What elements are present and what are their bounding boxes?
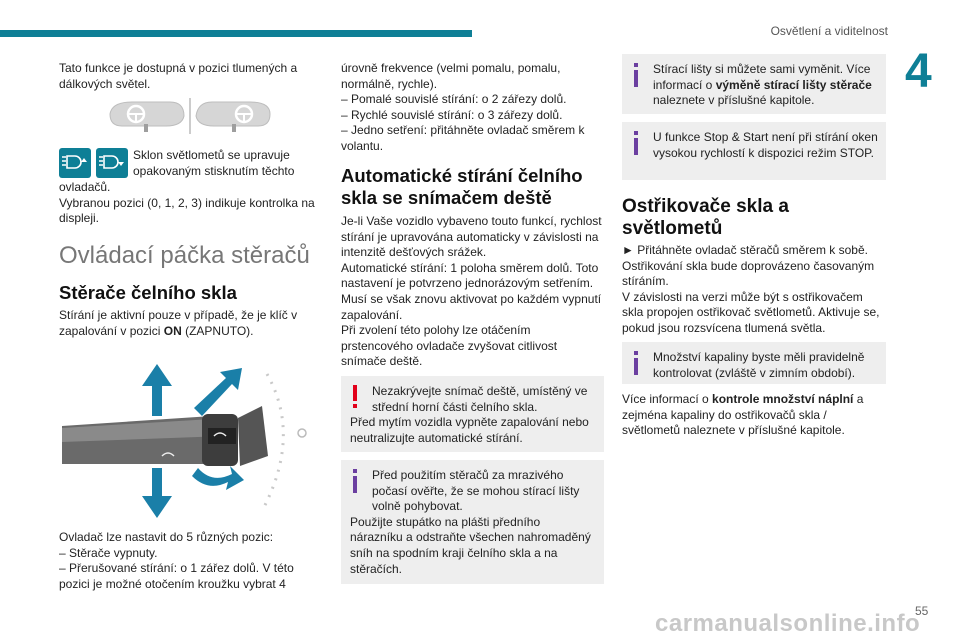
heading-washers: Ostřikovače skla a světlometů — [622, 196, 789, 239]
headlamp-adjust-illustration — [108, 96, 272, 136]
intro-text: Tato funkce je dostupná v pozici tlumených a dálkových světel. — [59, 61, 298, 91]
wiper-stalk-illustration — [62, 356, 312, 518]
more-info-text: Více informací o kontrole množství náplní a zejména kapaliny do ostřikovačů skla / světlometů naleznete v příslušné kapitole. — [622, 392, 864, 438]
header-accent-bar — [0, 30, 472, 37]
warning-note: Nezakrývejte snímač deště, umístěný ve střední horní části čelního skla. Před mytím vozidla vypněte zapalování nebo neutralizujte automatické stírání. — [341, 376, 604, 452]
page-number: 55 — [915, 604, 929, 618]
watermark: carmanualsonline.info — [655, 610, 921, 637]
washers-text: ► Přitáhněte ovladač stěračů směrem k sobě. Ostřikování skla bude doprovázeno časovaným stíráním. V závislosti na verzi může být s ostřikovačem skla propojen ostřikovač světlometů. Aktivuje se, pokud jsou rozsvícena tlumená světla. — [622, 243, 880, 335]
heading-auto-wiping: Automatické stírání čelního skla se snímačem deště — [341, 165, 583, 208]
info-note-blade-replacement: Stírací lišty si můžete sami vyměnit. Více informací o výměně stírací lišty stěrače naleznete v příslušné kapitole. — [622, 54, 886, 114]
headlamp-level-buttons — [59, 148, 129, 178]
section-heading-wiper-stalk: Ovládací páčka stěračů — [59, 242, 310, 269]
wiper-activation-text: Stírání je aktivní pouze v případě, že je klíč v zapalování v pozici ON (ZAPNUTO). — [59, 308, 298, 338]
headlamp-text-2: ovladačů. Vybranou pozici (0, 1, 2, 3) indikuje kontrolka na displeji. — [59, 180, 315, 226]
section-title: Osvětlení a viditelnost — [770, 24, 888, 38]
warning-icon — [350, 385, 360, 409]
info-note-frost: Před použitím stěračů za mrazivého počasí ověřte, že se mohou stírací lišty volně pohybovat. Použijte stupátko na plášti předního nárazníku a odstraňte všechen nahromaděný sníh na spodním kraji čelního skla a na stěračích. — [341, 460, 604, 584]
chapter-number: 4 — [905, 45, 932, 98]
info-icon — [631, 131, 641, 155]
info-icon — [350, 469, 360, 493]
headlamp-text-1: Sklon světlometů se upravuje opakovaným stisknutím těchto — [133, 148, 295, 178]
subheading-windscreen-wipers: Stěrače čelního skla — [59, 282, 237, 303]
positions-text-cont: úrovně frekvence (velmi pomalu, pomalu, normálně, rychle). – Pomalé souvislé stírání: o 2 zářezy dolů. – Rychlé souvislé stírání: o 3 zářezy dolů. – Jedno setření: přitáhněte ovladač směrem k volantu. — [341, 61, 585, 153]
positions-text: Ovladač lze nastavit do 5 různých pozic: – Stěrače vypnuty. – Přerušované stírání: o 1 zářez dolů. V této pozici je možné otočením kroužku vybrat 4 — [59, 530, 294, 591]
info-icon — [631, 351, 641, 375]
info-note-fluid: Množství kapaliny byste měli pravidelně kontrolovat (zvláště v zimním období). — [622, 342, 886, 384]
info-icon — [631, 63, 641, 87]
info-note-stop-start: U funkce Stop & Start není při stírání oken vysokou rychlostí k dispozici režim STOP. — [622, 122, 886, 180]
auto-wiping-text: Je-li Vaše vozidlo vybaveno touto funkcí, rychlost stírání je upravována automaticky v závislosti na intenzitě dešťových srážek. Automatické stírání: 1 poloha směrem dolů. Toto nastavení je potvrzeno jednorázovým setřením. Musí se však znovu aktivovat po každém vypnutí zapalování. Při zvolení této polohy lze otáčením prstencového ovladače zvyšovat citlivost snímače deště. — [341, 214, 602, 369]
